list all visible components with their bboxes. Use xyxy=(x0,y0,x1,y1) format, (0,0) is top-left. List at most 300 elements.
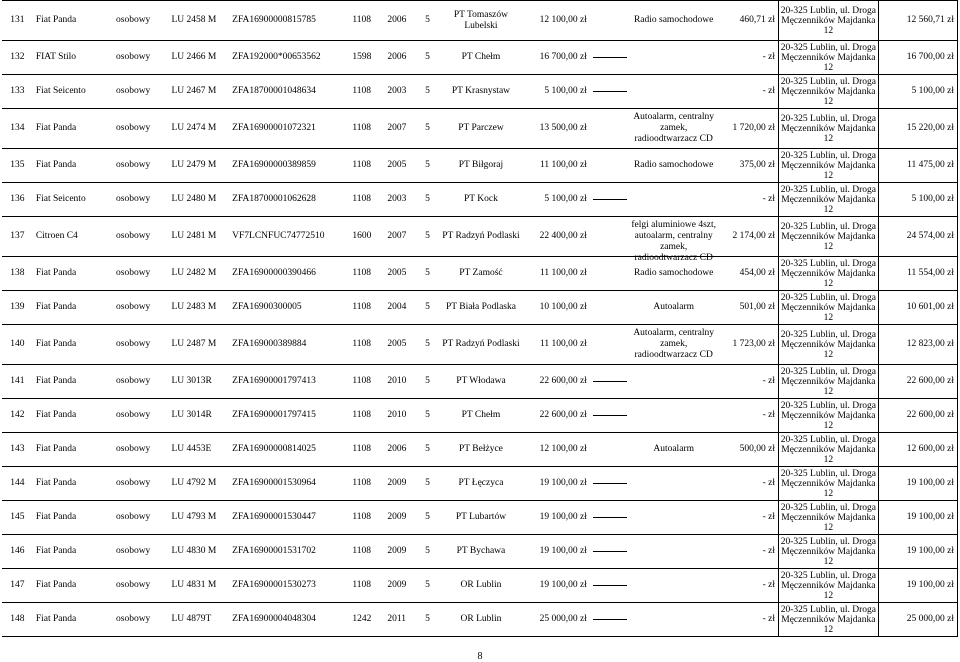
equipment-cell xyxy=(627,75,721,109)
blank-line-cell xyxy=(590,467,627,501)
blank-line-cell xyxy=(590,291,627,325)
address-line: 20-325 Lublin, ul. Droga xyxy=(780,221,876,232)
vehicle-make-cell: Fiat Panda xyxy=(33,569,113,603)
vehicle-value-cell: 12 100,00 zł xyxy=(524,433,590,467)
address-line: Męczenników Majdanka xyxy=(781,302,876,313)
location-cell: PT Krasnystaw xyxy=(438,75,524,109)
vehicle-value-cell: 19 100,00 zł xyxy=(524,569,590,603)
vehicle-make-cell: Fiat Panda xyxy=(33,109,113,149)
vehicle-type-cell: osobowy xyxy=(113,569,169,603)
address-line: Męczenników Majdanka xyxy=(781,52,876,63)
production-year-cell: 2006 xyxy=(384,41,417,75)
production-year-cell: 2007 xyxy=(384,217,417,257)
location-cell: PT Radzyń Podlaski xyxy=(438,217,524,257)
engine-capacity-cell: 1108 xyxy=(349,535,384,569)
engine-capacity-cell: 1108 xyxy=(349,433,384,467)
row-number-cell: 139 xyxy=(2,291,33,325)
location-cell: PT Bychawa xyxy=(438,535,524,569)
vehicle-value-cell: 12 100,00 zł xyxy=(524,1,590,41)
vehicle-make-cell: FIAT Stilo xyxy=(33,41,113,75)
vehicle-type-cell: osobowy xyxy=(113,75,169,109)
equipment-value-cell: - zł xyxy=(720,467,778,501)
equipment-cell xyxy=(627,365,721,399)
vehicle-value-cell: 22 600,00 zł xyxy=(524,365,590,399)
location-cell: PT Biłgoraj xyxy=(438,149,524,183)
vehicle-type-cell: osobowy xyxy=(113,257,169,291)
equipment-value-cell: - zł xyxy=(720,501,778,535)
vehicle-value-cell: 11 100,00 zł xyxy=(524,325,590,365)
owner-address-cell xyxy=(779,1,879,41)
row-number-cell: 138 xyxy=(2,257,33,291)
seat-count-cell: 5 xyxy=(417,217,438,257)
engine-capacity-cell: 1108 xyxy=(349,325,384,365)
seat-count-cell: 5 xyxy=(417,433,438,467)
production-year-cell: 2003 xyxy=(384,183,417,217)
registration-number-cell: LU 2479 M xyxy=(169,149,230,183)
vehicle-make-cell: Fiat Panda xyxy=(33,149,113,183)
total-sum-cell: 5 100,00 zł xyxy=(878,183,957,217)
equipment-cell xyxy=(627,291,721,325)
address-line: Męczenników Majdanka xyxy=(781,444,876,455)
row-number-cell: 135 xyxy=(2,149,33,183)
blank-line-cell xyxy=(590,75,627,109)
owner-address-cell xyxy=(779,109,879,149)
vehicle-make-cell: Fiat Panda xyxy=(33,501,113,535)
address-line: 20-325 Lublin, ul. Droga xyxy=(780,502,876,513)
owner-address-cell xyxy=(779,149,879,183)
production-year-cell: 2004 xyxy=(384,291,417,325)
equipment-text: Autoalarm xyxy=(653,444,694,454)
production-year-cell: 2006 xyxy=(384,433,417,467)
vehicle-type-cell: osobowy xyxy=(113,501,169,535)
blank-line-cell xyxy=(590,569,627,603)
registration-number-cell: LU 4793 M xyxy=(169,501,230,535)
engine-capacity-cell: 1108 xyxy=(349,1,384,41)
vin-number-cell: ZFA16900000389859 xyxy=(229,149,349,183)
address-line: 12 xyxy=(823,556,834,567)
vin-number-cell: VF7LCNFUC74772510 xyxy=(229,217,349,257)
vehicle-value-cell: 11 100,00 zł xyxy=(524,149,590,183)
equipment-value-cell: 1 723,00 zł xyxy=(720,325,778,365)
seat-count-cell: 5 xyxy=(417,41,438,75)
table-row xyxy=(2,291,958,325)
equipment-value-cell: 1 720,00 zł xyxy=(720,109,778,149)
address-line: 20-325 Lublin, ul. Droga xyxy=(780,468,876,479)
seat-count-cell: 5 xyxy=(417,603,438,637)
registration-number-cell: LU 2482 M xyxy=(169,257,230,291)
total-sum-cell: 25 000,00 zł xyxy=(878,603,957,637)
address-line: Męczenników Majdanka xyxy=(781,194,876,205)
total-sum-cell: 19 100,00 zł xyxy=(878,501,957,535)
vehicle-type-cell: osobowy xyxy=(113,467,169,501)
equipment-cell xyxy=(627,217,721,263)
underline-mark xyxy=(593,415,627,416)
row-number-cell: 133 xyxy=(2,75,33,109)
owner-address-cell xyxy=(779,603,879,637)
blank-line-cell xyxy=(590,41,627,75)
vehicle-value-cell: 10 100,00 zł xyxy=(524,291,590,325)
equipment-cell xyxy=(627,109,721,149)
location-cell: PT Chełm xyxy=(438,399,524,433)
vehicle-make-cell: Fiat Panda xyxy=(33,291,113,325)
vehicle-type-cell: osobowy xyxy=(113,149,169,183)
production-year-cell: 2011 xyxy=(384,603,417,637)
vin-number-cell: ZFA16900004048304 xyxy=(229,603,349,637)
equipment-cell xyxy=(627,41,721,75)
location-cell: PT Tomaszów Lubelski xyxy=(438,1,524,41)
location-cell: PT Włodawa xyxy=(438,365,524,399)
equipment-cell xyxy=(627,183,721,217)
address-line: 12 xyxy=(823,590,834,601)
blank-line-cell xyxy=(590,325,627,365)
seat-count-cell: 5 xyxy=(417,365,438,399)
registration-number-cell: LU 2487 M xyxy=(169,325,230,365)
address-line: 20-325 Lublin, ul. Droga xyxy=(780,604,876,615)
address-line: 12 xyxy=(823,522,834,533)
seat-count-cell: 5 xyxy=(417,501,438,535)
blank-line-cell xyxy=(590,433,627,467)
vin-number-cell: ZFA16900001797415 xyxy=(229,399,349,433)
production-year-cell: 2009 xyxy=(384,569,417,603)
table-row xyxy=(2,365,958,399)
blank-line-cell xyxy=(590,365,627,399)
table-row xyxy=(2,109,958,149)
blank-line-cell xyxy=(590,501,627,535)
address-line: 12 xyxy=(823,488,834,499)
vehicle-type-cell: osobowy xyxy=(113,325,169,365)
address-line: 12 xyxy=(823,386,834,397)
seat-count-cell: 5 xyxy=(417,257,438,291)
seat-count-cell: 5 xyxy=(417,1,438,41)
total-sum-cell: 11 475,00 zł xyxy=(878,149,957,183)
vehicle-make-cell: Fiat Panda xyxy=(33,399,113,433)
seat-count-cell: 5 xyxy=(417,535,438,569)
owner-address-cell xyxy=(779,569,879,603)
address-line: 12 xyxy=(823,170,834,181)
equipment-value-cell: - zł xyxy=(720,183,778,217)
vehicle-type-cell: osobowy xyxy=(113,433,169,467)
vehicle-type-cell: osobowy xyxy=(113,603,169,637)
row-number-cell: 147 xyxy=(2,569,33,603)
equipment-cell xyxy=(627,535,721,569)
address-line: 20-325 Lublin, ul. Droga xyxy=(780,536,876,547)
vehicle-make-cell: Fiat Panda xyxy=(33,1,113,41)
address-line: Męczenników Majdanka xyxy=(781,160,876,171)
owner-address-cell xyxy=(779,325,879,365)
underline-mark xyxy=(593,551,627,552)
address-line: Męczenników Majdanka xyxy=(781,614,876,625)
table-row xyxy=(2,257,958,291)
vehicle-make-cell: Fiat Seicento xyxy=(33,75,113,109)
address-line: 20-325 Lublin, ul. Droga xyxy=(780,150,876,161)
address-line: 12 xyxy=(823,278,834,289)
equipment-value-cell: 375,00 zł xyxy=(720,149,778,183)
address-line: 12 xyxy=(823,624,834,635)
equipment-text: Radio samochodowe xyxy=(633,15,714,25)
location-cell: PT Chełm xyxy=(438,41,524,75)
equipment-cell xyxy=(627,501,721,535)
table-row xyxy=(2,183,958,217)
engine-capacity-cell: 1108 xyxy=(349,569,384,603)
vin-number-cell: ZFA169000389884 xyxy=(229,325,349,365)
vehicle-type-cell: osobowy xyxy=(113,291,169,325)
equipment-cell xyxy=(627,603,721,637)
blank-line-cell xyxy=(590,257,627,291)
vehicle-value-cell: 25 000,00 zł xyxy=(524,603,590,637)
address-line: 12 xyxy=(823,454,834,465)
location-cell: PT Kock xyxy=(438,183,524,217)
registration-number-cell: LU 2474 M xyxy=(169,109,230,149)
underline-mark xyxy=(593,57,627,58)
vehicle-type-cell: osobowy xyxy=(113,535,169,569)
address-line: 12 xyxy=(823,62,834,73)
address-line: Męczenników Majdanka xyxy=(781,546,876,557)
table-row xyxy=(2,149,958,183)
location-cell: OR Lublin xyxy=(438,569,524,603)
underline-mark xyxy=(593,517,627,518)
registration-number-cell: LU 4879T xyxy=(169,603,230,637)
address-line: Męczenników Majdanka xyxy=(781,376,876,387)
table-row xyxy=(2,399,958,433)
seat-count-cell: 5 xyxy=(417,183,438,217)
equipment-cell xyxy=(627,325,721,365)
registration-number-cell: LU 4831 M xyxy=(169,569,230,603)
vehicle-make-cell: Fiat Panda xyxy=(33,603,113,637)
engine-capacity-cell: 1108 xyxy=(349,501,384,535)
vehicle-make-cell: Fiat Panda xyxy=(33,467,113,501)
production-year-cell: 2007 xyxy=(384,109,417,149)
total-sum-cell: 16 700,00 zł xyxy=(878,41,957,75)
address-line: 12 xyxy=(823,349,834,360)
underline-mark xyxy=(593,483,627,484)
address-line: 12 xyxy=(823,133,834,144)
equipment-text: Radio samochodowe xyxy=(633,160,714,170)
address-line: Męczenników Majdanka xyxy=(781,339,876,350)
address-line: Męczenników Majdanka xyxy=(781,512,876,523)
vehicle-type-cell: osobowy xyxy=(113,109,169,149)
vehicle-make-cell: Fiat Panda xyxy=(33,433,113,467)
vin-number-cell: ZFA16900001530447 xyxy=(229,501,349,535)
location-cell: PT Zamość xyxy=(438,257,524,291)
registration-number-cell: LU 2481 M xyxy=(169,217,230,257)
seat-count-cell: 5 xyxy=(417,467,438,501)
address-line: 12 xyxy=(823,204,834,215)
table-row xyxy=(2,1,958,41)
equipment-text: Radio samochodowe xyxy=(633,268,714,278)
total-sum-cell: 24 574,00 zł xyxy=(878,217,957,257)
vehicle-type-cell: osobowy xyxy=(113,217,169,257)
vehicle-type-cell: osobowy xyxy=(113,365,169,399)
owner-address-cell xyxy=(779,217,879,257)
table-row xyxy=(2,467,958,501)
registration-number-cell: LU 2467 M xyxy=(169,75,230,109)
table-row xyxy=(2,217,958,257)
owner-address-cell xyxy=(779,535,879,569)
total-sum-cell: 22 600,00 zł xyxy=(878,399,957,433)
address-line: 12 xyxy=(823,312,834,323)
row-number-cell: 143 xyxy=(2,433,33,467)
equipment-value-cell: 2 174,00 zł xyxy=(720,217,778,257)
seat-count-cell: 5 xyxy=(417,325,438,365)
seat-count-cell: 5 xyxy=(417,109,438,149)
vin-number-cell: ZFA192000*00653562 xyxy=(229,41,349,75)
registration-number-cell: LU 4792 M xyxy=(169,467,230,501)
vehicle-type-cell: osobowy xyxy=(113,183,169,217)
production-year-cell: 2009 xyxy=(384,501,417,535)
vehicle-value-cell: 19 100,00 zł xyxy=(524,535,590,569)
address-line: Męczenników Majdanka xyxy=(781,15,876,26)
vehicle-table xyxy=(2,0,958,637)
total-sum-cell: 12 823,00 zł xyxy=(878,325,957,365)
underline-mark xyxy=(593,199,627,200)
seat-count-cell: 5 xyxy=(417,399,438,433)
address-line: Męczenników Majdanka xyxy=(781,268,876,279)
equipment-text: Autoalarm, centralny zamek, radioodtwarzacz CD xyxy=(633,112,715,144)
blank-line-cell xyxy=(590,603,627,637)
table-row xyxy=(2,325,958,365)
vehicle-value-cell: 19 100,00 zł xyxy=(524,467,590,501)
equipment-value-cell: 500,00 zł xyxy=(720,433,778,467)
vehicle-value-cell: 16 700,00 zł xyxy=(524,41,590,75)
row-number-cell: 137 xyxy=(2,217,33,257)
equipment-value-cell: - zł xyxy=(720,603,778,637)
vehicle-value-cell: 11 100,00 zł xyxy=(524,257,590,291)
vin-number-cell: ZFA16900001072321 xyxy=(229,109,349,149)
vin-number-cell: ZFA18700001062628 xyxy=(229,183,349,217)
blank-line-cell xyxy=(590,535,627,569)
owner-address-cell xyxy=(779,257,879,291)
vin-number-cell: ZFA16900000814025 xyxy=(229,433,349,467)
equipment-value-cell: - zł xyxy=(720,75,778,109)
row-number-cell: 136 xyxy=(2,183,33,217)
equipment-cell xyxy=(627,467,721,501)
table-row xyxy=(2,41,958,75)
address-line: Męczenników Majdanka xyxy=(781,580,876,591)
address-line: 20-325 Lublin, ul. Droga xyxy=(780,42,876,53)
address-line: 20-325 Lublin, ul. Droga xyxy=(780,184,876,195)
total-sum-cell: 10 601,00 zł xyxy=(878,291,957,325)
owner-address-cell xyxy=(779,41,879,75)
vehicle-value-cell: 19 100,00 zł xyxy=(524,501,590,535)
equipment-value-cell: - zł xyxy=(720,569,778,603)
registration-number-cell: LU 4453E xyxy=(169,433,230,467)
vehicle-type-cell: osobowy xyxy=(113,41,169,75)
production-year-cell: 2010 xyxy=(384,365,417,399)
underline-mark xyxy=(593,585,627,586)
vehicle-make-cell: Fiat Panda xyxy=(33,257,113,291)
production-year-cell: 2006 xyxy=(384,1,417,41)
vehicle-make-cell: Fiat Seicento xyxy=(33,183,113,217)
production-year-cell: 2010 xyxy=(384,399,417,433)
address-line: 20-325 Lublin, ul. Droga xyxy=(780,5,876,16)
blank-line-cell xyxy=(590,109,627,149)
registration-number-cell: LU 2458 M xyxy=(169,1,230,41)
location-cell: PT Łęczyca xyxy=(438,467,524,501)
equipment-text: Autoalarm, centralny zamek, radioodtwarzacz CD xyxy=(633,328,715,360)
row-number-cell: 131 xyxy=(2,1,33,41)
registration-number-cell: LU 2483 M xyxy=(169,291,230,325)
equipment-text: felgi aluminiowe 4szt, autoalarm, centralny zamek, radioodtwarzacz CD xyxy=(631,220,717,263)
engine-capacity-cell: 1242 xyxy=(349,603,384,637)
engine-capacity-cell: 1108 xyxy=(349,365,384,399)
vehicle-make-cell: Fiat Panda xyxy=(33,535,113,569)
row-number-cell: 144 xyxy=(2,467,33,501)
address-line: 20-325 Lublin, ul. Droga xyxy=(780,570,876,581)
equipment-value-cell: 460,71 zł xyxy=(720,1,778,41)
production-year-cell: 2005 xyxy=(384,257,417,291)
total-sum-cell: 15 220,00 zł xyxy=(878,109,957,149)
location-cell: PT Bełżyce xyxy=(438,433,524,467)
location-cell: PT Radzyń Podlaski xyxy=(438,325,524,365)
total-sum-cell: 22 600,00 zł xyxy=(878,365,957,399)
production-year-cell: 2005 xyxy=(384,149,417,183)
address-line: 12 xyxy=(823,241,834,252)
address-line: Męczenników Majdanka xyxy=(781,410,876,421)
vin-number-cell: ZFA16900001530273 xyxy=(229,569,349,603)
registration-number-cell: LU 3013R xyxy=(169,365,230,399)
location-cell: PT Parczew xyxy=(438,109,524,149)
equipment-value-cell: - zł xyxy=(720,41,778,75)
equipment-value-cell: 501,00 zł xyxy=(720,291,778,325)
vin-number-cell: ZFA16900001531702 xyxy=(229,535,349,569)
registration-number-cell: LU 3014R xyxy=(169,399,230,433)
table-row xyxy=(2,75,958,109)
blank-line-cell xyxy=(590,1,627,41)
engine-capacity-cell: 1108 xyxy=(349,467,384,501)
address-line: Męczenników Majdanka xyxy=(781,123,876,134)
equipment-value-cell: 454,00 zł xyxy=(720,257,778,291)
row-number-cell: 146 xyxy=(2,535,33,569)
vehicle-value-cell: 5 100,00 zł xyxy=(524,183,590,217)
address-line: 20-325 Lublin, ul. Droga xyxy=(780,76,876,87)
vehicle-type-cell: osobowy xyxy=(113,399,169,433)
vehicle-make-cell: Citroen C4 xyxy=(33,217,113,257)
blank-line-cell xyxy=(590,183,627,217)
equipment-cell xyxy=(627,399,721,433)
total-sum-cell: 12 560,71 zł xyxy=(878,1,957,41)
page-number: 8 xyxy=(477,651,483,662)
vin-number-cell: ZFA16900000815785 xyxy=(229,1,349,41)
total-sum-cell: 19 100,00 zł xyxy=(878,569,957,603)
address-line: 20-325 Lublin, ul. Droga xyxy=(780,258,876,269)
registration-number-cell: LU 2466 M xyxy=(169,41,230,75)
row-number-cell: 142 xyxy=(2,399,33,433)
table-row xyxy=(2,501,958,535)
address-line: Męczenników Majdanka xyxy=(781,231,876,242)
equipment-value-cell: - zł xyxy=(720,365,778,399)
row-number-cell: 140 xyxy=(2,325,33,365)
table-row xyxy=(2,569,958,603)
underline-mark xyxy=(593,619,627,620)
seat-count-cell: 5 xyxy=(417,149,438,183)
address-line: Męczenników Majdanka xyxy=(781,478,876,489)
seat-count-cell: 5 xyxy=(417,569,438,603)
owner-address-cell xyxy=(779,291,879,325)
owner-address-cell xyxy=(779,365,879,399)
table-row xyxy=(2,603,958,637)
registration-number-cell: LU 2480 M xyxy=(169,183,230,217)
address-line: 20-325 Lublin, ul. Droga xyxy=(780,434,876,445)
table-row xyxy=(2,433,958,467)
owner-address-cell xyxy=(779,501,879,535)
blank-line-cell xyxy=(590,399,627,433)
address-line: 20-325 Lublin, ul. Droga xyxy=(780,292,876,303)
vehicle-type-cell: osobowy xyxy=(113,1,169,41)
vin-number-cell: ZFA16900001797413 xyxy=(229,365,349,399)
engine-capacity-cell: 1108 xyxy=(349,399,384,433)
location-cell: PT Lubartów xyxy=(438,501,524,535)
row-number-cell: 148 xyxy=(2,603,33,637)
